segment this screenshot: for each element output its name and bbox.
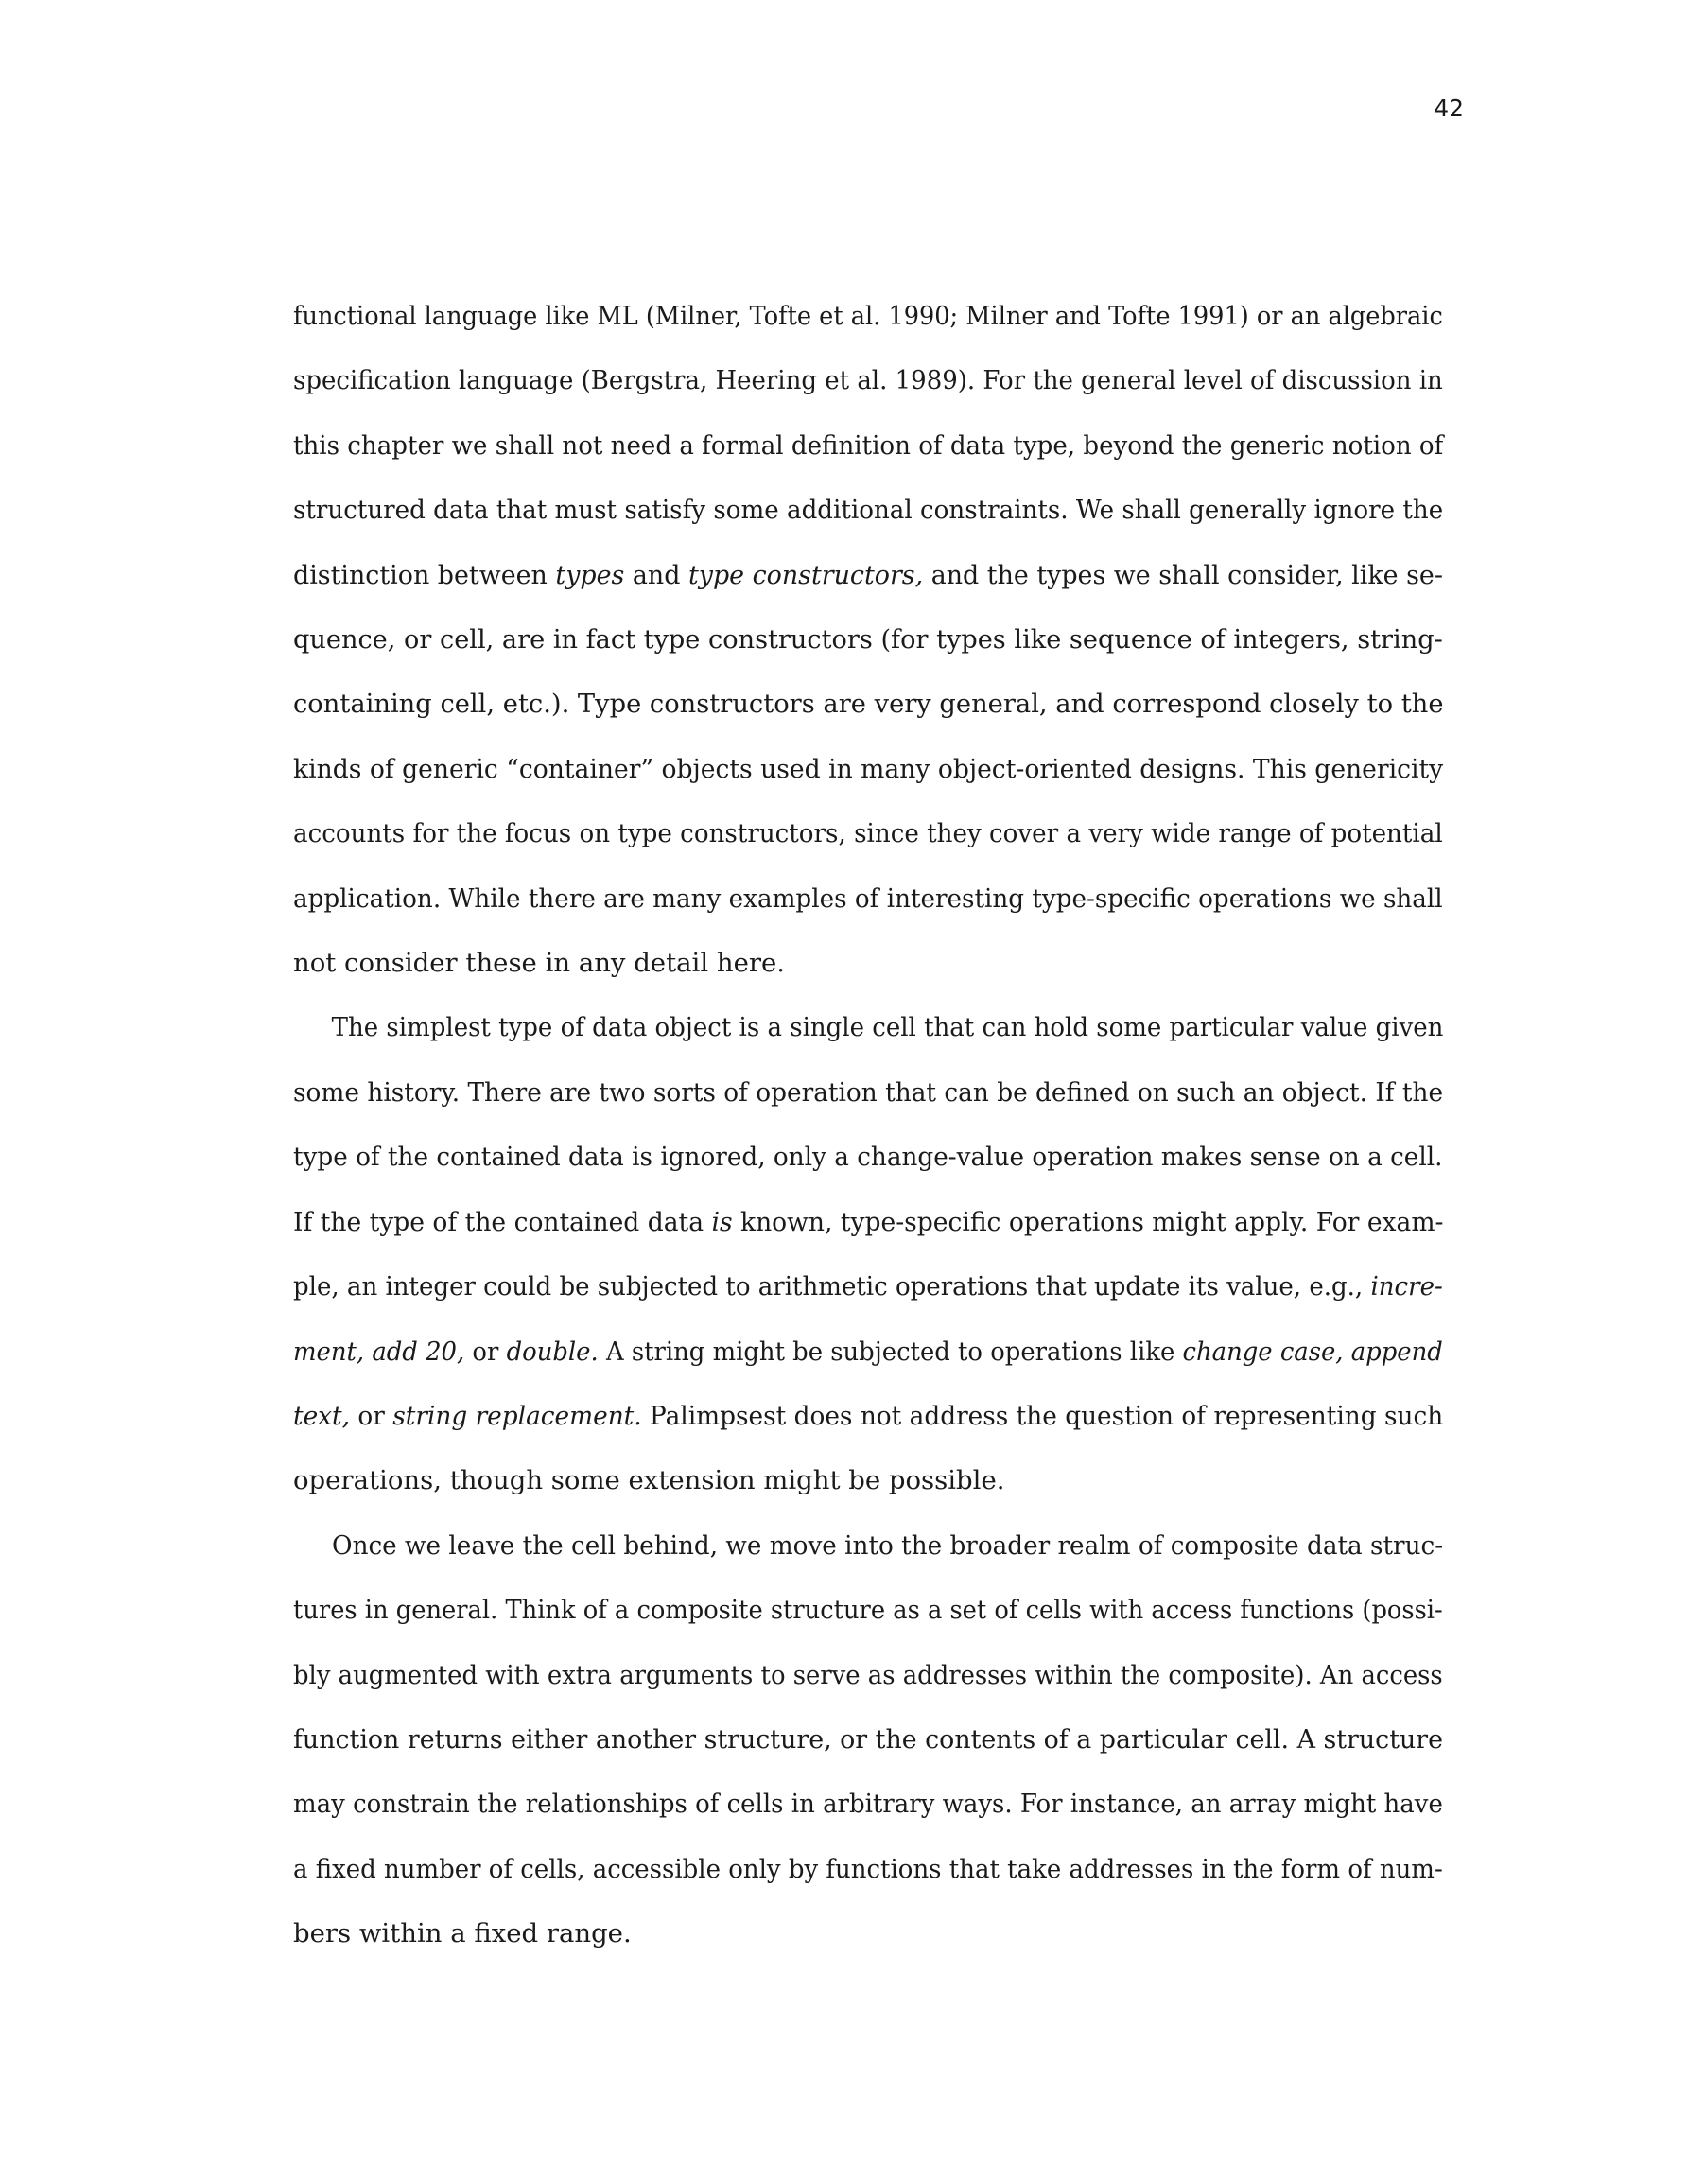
text-run: Palimpsest does not address the question of representing such bbox=[641, 1400, 1444, 1431]
text-line bbox=[293, 866, 1443, 931]
text-line bbox=[293, 1901, 1443, 1966]
text-run: A string might be subjected to operations like bbox=[598, 1336, 1183, 1367]
text-run: tures in general. Think of a composite structure as a set of cells with access functions (possi- bbox=[293, 1595, 1443, 1626]
text-run: kinds of generic “container” objects used in many object-oriented designs. This genericity bbox=[293, 753, 1444, 784]
text-line bbox=[293, 413, 1443, 478]
text-run: bly augmented with extra arguments to serve as addresses within the composite). An access bbox=[293, 1659, 1443, 1690]
text-line bbox=[293, 1125, 1443, 1189]
text-line bbox=[293, 478, 1443, 542]
text-run: distinction between bbox=[293, 559, 556, 590]
text-line bbox=[293, 543, 1443, 607]
text-run: containing cell, etc.). Type constructors are very general, and correspond closely to the bbox=[293, 689, 1444, 720]
italic-text: text, bbox=[293, 1400, 351, 1431]
text-run: not consider these in any detail here. bbox=[293, 948, 786, 979]
text-run: accounts for the focus on type constructors, since they cover a very wide range of potential bbox=[293, 818, 1443, 849]
text-run: a fixed number of cells, accessible only by functions that take addresses in the form of num- bbox=[293, 1853, 1443, 1884]
text-line bbox=[293, 1643, 1443, 1707]
text-line bbox=[293, 607, 1443, 672]
text-line bbox=[293, 931, 1443, 995]
italic-text: is bbox=[711, 1206, 733, 1237]
text-run: Once we leave the cell behind, we move into the broader realm of composite data struc- bbox=[332, 1529, 1444, 1561]
text-line bbox=[293, 1384, 1443, 1448]
text-run: ple, an integer could be subjected to arithmetic operations that update its value, e.g., bbox=[293, 1271, 1371, 1302]
paragraph bbox=[293, 1513, 1443, 1966]
text-line bbox=[293, 672, 1444, 736]
text-run: application. While there are many examples of interesting type-specific operations we shall bbox=[293, 882, 1443, 914]
text-line bbox=[293, 1254, 1443, 1319]
text-run: and the types we shall consider, like se- bbox=[923, 559, 1443, 590]
italic-text: double. bbox=[506, 1336, 599, 1367]
text-line bbox=[293, 1448, 1443, 1512]
text-run: or bbox=[464, 1336, 507, 1367]
italic-text: ment, add 20, bbox=[293, 1336, 465, 1367]
text-run: If the type of the contained data bbox=[293, 1206, 712, 1237]
text-line bbox=[293, 284, 1443, 348]
text-run: function returns either another structure, or the contents of a particular cell. A structure bbox=[293, 1723, 1443, 1755]
body-text bbox=[293, 284, 1443, 1966]
page-number: 42 bbox=[1434, 95, 1464, 122]
text-line bbox=[293, 1060, 1443, 1125]
text-line bbox=[293, 348, 1443, 412]
text-run: type of the contained data is ignored, only a change-value operation makes sense on a cell. bbox=[293, 1142, 1443, 1173]
text-run: bers within a fixed range. bbox=[293, 1918, 632, 1949]
text-line bbox=[293, 1578, 1443, 1642]
paragraph bbox=[293, 995, 1443, 1512]
text-line bbox=[293, 1190, 1443, 1254]
italic-text: types bbox=[555, 559, 625, 590]
text-run: and bbox=[624, 559, 688, 590]
text-line bbox=[293, 1319, 1443, 1384]
text-run: or bbox=[350, 1400, 393, 1431]
text-line bbox=[293, 995, 1443, 1059]
text-run: operations, though some extension might be possible. bbox=[293, 1465, 1005, 1496]
text-run: The simplest type of data object is a single cell that can hold some particular value given bbox=[331, 1012, 1444, 1043]
text-run: quence, or cell, are in fact type constructors (for types like sequence of integers, string- bbox=[293, 624, 1443, 655]
text-run: some history. There are two sorts of operation that can be defined on such an object. If the bbox=[293, 1076, 1444, 1108]
italic-text: incre- bbox=[1370, 1271, 1443, 1302]
text-run: known, type-specific operations might apply. For exam- bbox=[732, 1206, 1444, 1237]
text-line bbox=[293, 801, 1443, 865]
text-run: may constrain the relationships of cells in arbitrary ways. For instance, an array might have bbox=[293, 1789, 1443, 1820]
text-run: functional language like ML (Milner, Tofte et al. 1990; Milner and Tofte 1991) or an algebraic bbox=[293, 301, 1443, 331]
paragraph bbox=[293, 284, 1443, 995]
text-run: this chapter we shall not need a formal definition of data type, beyond the generic notion of bbox=[293, 429, 1444, 461]
text-line bbox=[293, 1707, 1443, 1772]
text-line bbox=[293, 737, 1443, 801]
text-line bbox=[293, 1772, 1443, 1836]
text-run: structured data that must satisfy some additional constraints. We shall generally ignore the bbox=[293, 495, 1444, 526]
italic-text: type constructors, bbox=[687, 559, 924, 590]
text-run: specification language (Bergstra, Heering et al. 1989). For the general level of discussion in bbox=[293, 365, 1443, 396]
text-line bbox=[293, 1513, 1443, 1578]
text-line bbox=[293, 1837, 1443, 1901]
italic-text: string replacement. bbox=[392, 1400, 642, 1431]
italic-text: change case, append bbox=[1182, 1336, 1443, 1367]
